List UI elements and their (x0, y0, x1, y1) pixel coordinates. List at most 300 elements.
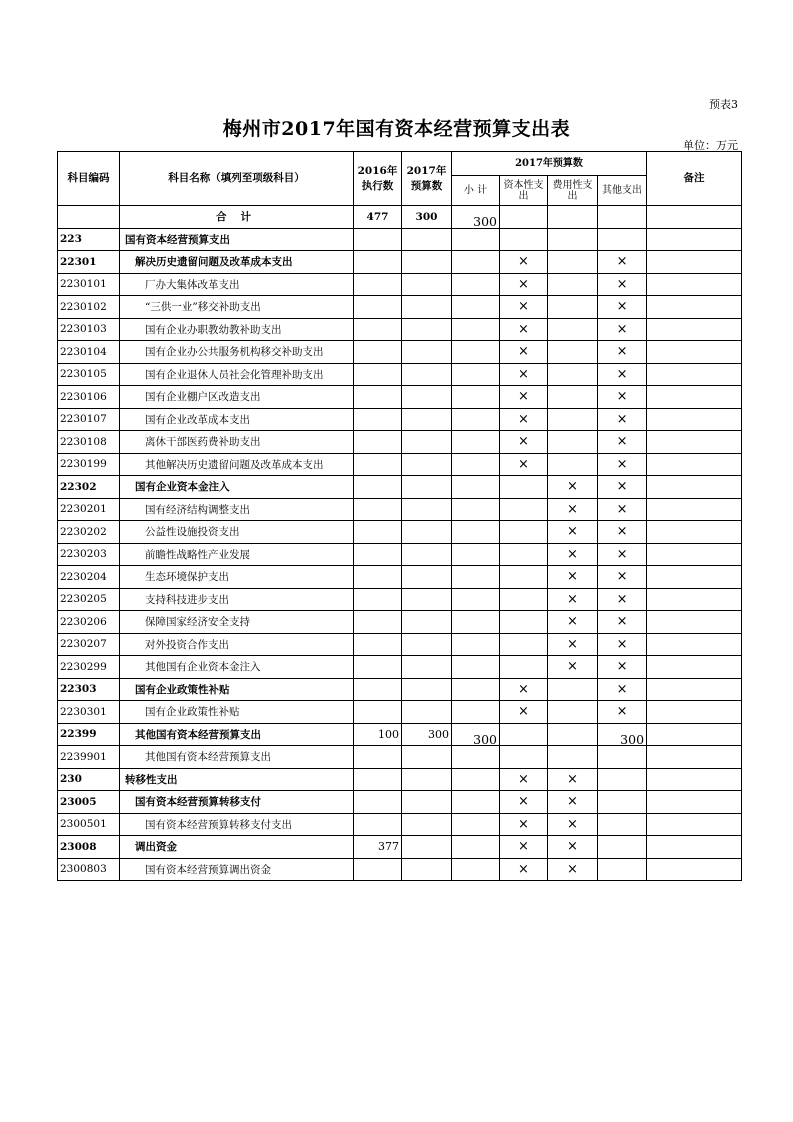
row-capital (500, 521, 548, 544)
row-subtotal (452, 858, 500, 881)
row-budget2017 (402, 633, 452, 656)
row-code: 23008 (58, 836, 120, 859)
table-row (58, 453, 742, 476)
row-expense (548, 408, 598, 431)
row-name: 国有企业改革成本支出 (120, 408, 354, 431)
row-other (598, 858, 647, 881)
row-name: 其他解决历史遗留问题及改革成本支出 (120, 453, 354, 476)
row-name: 厂办大集体改革支出 (120, 273, 354, 296)
row-budget2017 (402, 386, 452, 409)
row-expense (548, 296, 598, 319)
row-subtotal-value: 300 (473, 731, 497, 746)
row-exec2016 (354, 341, 402, 364)
row-budget2017 (402, 431, 452, 454)
col-header-note: 备注 (647, 152, 742, 206)
row-note (647, 386, 742, 409)
row-other (598, 836, 647, 859)
row-budget2017 (402, 296, 452, 319)
row-expense (548, 453, 598, 476)
row-capital (500, 723, 548, 746)
row-note (647, 431, 742, 454)
row-budget2017 (402, 521, 452, 544)
row-expense: × (548, 656, 598, 679)
row-exec2016 (354, 566, 402, 589)
row-capital: × (500, 836, 548, 859)
row-budget2017 (402, 408, 452, 431)
row-capital (500, 228, 548, 251)
row-code: 2230102 (58, 296, 120, 319)
row-capital: × (500, 318, 548, 341)
row-capital (500, 476, 548, 499)
row-subtotal (452, 476, 500, 499)
row-code: 2230203 (58, 543, 120, 566)
row-note (647, 723, 742, 746)
row-other (598, 228, 647, 251)
row-expense (548, 701, 598, 724)
table-row (58, 701, 742, 724)
row-name: 公益性设施投资支出 (120, 521, 354, 544)
row-exec2016 (354, 858, 402, 881)
row-other: × (598, 408, 647, 431)
row-note (647, 633, 742, 656)
table-row (58, 273, 742, 296)
row-exec2016 (354, 768, 402, 791)
row-subtotal (452, 768, 500, 791)
row-note (647, 678, 742, 701)
row-expense: × (548, 543, 598, 566)
row-note (647, 476, 742, 499)
row-budget2017 (402, 791, 452, 814)
row-other: × (598, 701, 647, 724)
row-capital: × (500, 678, 548, 701)
row-other: × (598, 521, 647, 544)
row-capital: × (500, 813, 548, 836)
row-other: × (598, 273, 647, 296)
total-row (58, 206, 742, 229)
row-budget2017 (402, 341, 452, 364)
table-row (58, 476, 742, 499)
row-exec2016 (354, 228, 402, 251)
row-expense (548, 341, 598, 364)
row-note (647, 813, 742, 836)
row-budget2017 (402, 228, 452, 251)
total-subtotal: 300 (473, 214, 497, 228)
row-exec2016 (354, 611, 402, 634)
row-note (647, 408, 742, 431)
row-capital (500, 588, 548, 611)
row-code: 2230207 (58, 633, 120, 656)
col-header-group: 2017年预算数 (452, 152, 647, 176)
row-expense: × (548, 836, 598, 859)
row-exec2016: 100 (354, 723, 402, 746)
row-name: 解决历史遗留问题及改革成本支出 (120, 251, 354, 274)
row-capital: × (500, 701, 548, 724)
row-capital: × (500, 791, 548, 814)
row-subtotal (452, 453, 500, 476)
row-name: 国有企业政策性补贴 (120, 701, 354, 724)
row-capital (500, 633, 548, 656)
row-code: 2230104 (58, 341, 120, 364)
row-code: 2230199 (58, 453, 120, 476)
col-header-code: 科目编码 (58, 152, 120, 206)
row-subtotal (452, 341, 500, 364)
row-other: × (598, 386, 647, 409)
row-other (598, 723, 647, 746)
row-subtotal (452, 408, 500, 431)
row-note (647, 543, 742, 566)
row-capital (500, 498, 548, 521)
row-subtotal (452, 611, 500, 634)
row-exec2016 (354, 431, 402, 454)
row-expense (548, 746, 598, 769)
row-code: 2230204 (58, 566, 120, 589)
row-exec2016 (354, 363, 402, 386)
row-note (647, 453, 742, 476)
row-other: × (598, 543, 647, 566)
table-row (58, 341, 742, 364)
table-row (58, 431, 742, 454)
row-budget2017 (402, 588, 452, 611)
row-other: × (598, 566, 647, 589)
table-label: 预表3 (709, 98, 738, 111)
row-name: 离休干部医药费补助支出 (120, 431, 354, 454)
row-code: 2230205 (58, 588, 120, 611)
row-capital: × (500, 386, 548, 409)
row-other: × (598, 431, 647, 454)
row-note (647, 251, 742, 274)
row-budget2017 (402, 813, 452, 836)
row-subtotal (452, 588, 500, 611)
row-other (598, 768, 647, 791)
row-expense (548, 678, 598, 701)
row-other (598, 791, 647, 814)
table-row (58, 521, 742, 544)
row-capital: × (500, 431, 548, 454)
row-budget2017 (402, 656, 452, 679)
table-row (58, 858, 742, 881)
row-subtotal (452, 521, 500, 544)
row-expense: × (548, 791, 598, 814)
row-budget2017 (402, 858, 452, 881)
row-expense: × (548, 813, 598, 836)
row-budget2017 (402, 318, 452, 341)
row-capital: × (500, 273, 548, 296)
table-row (58, 543, 742, 566)
row-name: 生态环境保护支出 (120, 566, 354, 589)
row-capital (500, 566, 548, 589)
row-budget2017 (402, 678, 452, 701)
row-code: 2230101 (58, 273, 120, 296)
row-code: 2230201 (58, 498, 120, 521)
row-expense: × (548, 588, 598, 611)
row-code: 2230106 (58, 386, 120, 409)
row-note (647, 588, 742, 611)
row-expense: × (548, 611, 598, 634)
table-row (58, 611, 742, 634)
row-subtotal (452, 251, 500, 274)
table-row (58, 746, 742, 769)
row-name: 其他国有资本经营预算支出 (120, 746, 354, 769)
row-subtotal (452, 431, 500, 454)
row-budget2017: 300 (402, 723, 452, 746)
row-code: 2230206 (58, 611, 120, 634)
row-expense: × (548, 768, 598, 791)
row-exec2016 (354, 318, 402, 341)
row-budget2017 (402, 543, 452, 566)
row-exec2016 (354, 521, 402, 544)
row-budget2017 (402, 363, 452, 386)
row-other: × (598, 341, 647, 364)
total-exec2016: 477 (354, 206, 402, 229)
row-budget2017 (402, 498, 452, 521)
row-note (647, 701, 742, 724)
row-note (647, 656, 742, 679)
row-subtotal (452, 566, 500, 589)
table-row (58, 363, 742, 386)
row-other (598, 746, 647, 769)
row-capital: × (500, 363, 548, 386)
table-row (58, 656, 742, 679)
row-name: 其他国有企业资本金注入 (120, 656, 354, 679)
row-note (647, 363, 742, 386)
row-note (647, 341, 742, 364)
row-code: 22303 (58, 678, 120, 701)
table-row (58, 408, 742, 431)
row-note (647, 498, 742, 521)
row-name: 支持科技进步支出 (120, 588, 354, 611)
row-other: × (598, 476, 647, 499)
row-exec2016: 377 (354, 836, 402, 859)
row-other: × (598, 296, 647, 319)
row-exec2016 (354, 498, 402, 521)
row-expense (548, 723, 598, 746)
table-row (58, 633, 742, 656)
row-other: × (598, 453, 647, 476)
row-capital: × (500, 453, 548, 476)
row-code: 2230202 (58, 521, 120, 544)
row-budget2017 (402, 251, 452, 274)
row-code: 2230301 (58, 701, 120, 724)
row-exec2016 (354, 791, 402, 814)
row-expense: × (548, 521, 598, 544)
row-capital: × (500, 296, 548, 319)
row-subtotal (452, 543, 500, 566)
row-expense (548, 431, 598, 454)
table-row (58, 251, 742, 274)
row-subtotal (452, 791, 500, 814)
row-note (647, 768, 742, 791)
table-row (58, 791, 742, 814)
table-row (58, 566, 742, 589)
row-other (598, 813, 647, 836)
row-name: 对外投资合作支出 (120, 633, 354, 656)
row-subtotal (452, 633, 500, 656)
row-other: × (598, 251, 647, 274)
table-row (58, 723, 742, 746)
row-subtotal (452, 498, 500, 521)
row-code: 2230103 (58, 318, 120, 341)
row-code: 2300803 (58, 858, 120, 881)
row-capital: × (500, 858, 548, 881)
row-name: 其他国有资本经营预算支出 (120, 723, 354, 746)
row-budget2017 (402, 768, 452, 791)
row-capital (500, 543, 548, 566)
row-exec2016 (354, 633, 402, 656)
table-row (58, 813, 742, 836)
row-name: 调出资金 (120, 836, 354, 859)
row-subtotal (452, 386, 500, 409)
row-note (647, 836, 742, 859)
row-code: 2230108 (58, 431, 120, 454)
row-code: 2239901 (58, 746, 120, 769)
row-expense: × (548, 476, 598, 499)
row-budget2017 (402, 611, 452, 634)
row-capital: × (500, 251, 548, 274)
row-expense: × (548, 498, 598, 521)
row-expense (548, 228, 598, 251)
row-budget2017 (402, 476, 452, 499)
row-note (647, 858, 742, 881)
total-budget2017: 300 (402, 206, 452, 229)
row-other: × (598, 678, 647, 701)
row-subtotal (452, 363, 500, 386)
page-title: 梅州市2017年国有资本经营预算支出表 (222, 118, 571, 140)
row-exec2016 (354, 746, 402, 769)
row-subtotal (452, 228, 500, 251)
row-code: 2230107 (58, 408, 120, 431)
row-exec2016 (354, 453, 402, 476)
col-header-name: 科目名称（填列至项级科目） (120, 152, 354, 206)
row-budget2017 (402, 566, 452, 589)
table-row (58, 768, 742, 791)
row-note (647, 318, 742, 341)
row-subtotal (452, 678, 500, 701)
row-subtotal (452, 656, 500, 679)
row-capital: × (500, 341, 548, 364)
row-exec2016 (354, 296, 402, 319)
row-name: 保障国家经济安全支持 (120, 611, 354, 634)
row-note (647, 791, 742, 814)
row-expense (548, 363, 598, 386)
row-exec2016 (354, 273, 402, 296)
row-exec2016 (354, 588, 402, 611)
row-expense (548, 273, 598, 296)
row-name: 国有资本经营预算转移支付 (120, 791, 354, 814)
row-name: 国有企业退休人员社会化管理补助支出 (120, 363, 354, 386)
table-row (58, 296, 742, 319)
row-subtotal (452, 701, 500, 724)
row-other: × (598, 656, 647, 679)
total-label: 合计 (120, 206, 354, 229)
row-subtotal (452, 296, 500, 319)
row-subtotal (452, 723, 500, 746)
row-budget2017 (402, 746, 452, 769)
row-exec2016 (354, 408, 402, 431)
row-capital: × (500, 408, 548, 431)
row-exec2016 (354, 656, 402, 679)
row-exec2016 (354, 678, 402, 701)
row-note (647, 611, 742, 634)
row-capital (500, 656, 548, 679)
row-name: 国有企业资本金注入 (120, 476, 354, 499)
table-row (58, 228, 742, 251)
row-subtotal (452, 273, 500, 296)
row-budget2017 (402, 453, 452, 476)
unit-label: 单位：万元 (683, 139, 738, 152)
row-exec2016 (354, 476, 402, 499)
row-name: 国有资本经营预算调出资金 (120, 858, 354, 881)
row-code: 2300501 (58, 813, 120, 836)
row-budget2017 (402, 273, 452, 296)
col-header-other: 其他支出 (598, 176, 647, 206)
row-expense (548, 386, 598, 409)
table-row (58, 588, 742, 611)
row-other: × (598, 363, 647, 386)
row-name: 国有企业棚户区改造支出 (120, 386, 354, 409)
row-code: 223 (58, 228, 120, 251)
row-name: 国有经济结构调整支出 (120, 498, 354, 521)
row-code: 22301 (58, 251, 120, 274)
row-code: 22302 (58, 476, 120, 499)
row-capital (500, 611, 548, 634)
table-row (58, 836, 742, 859)
row-capital (500, 746, 548, 769)
row-code: 2230299 (58, 656, 120, 679)
row-name: 国有资本经营预算转移支付支出 (120, 813, 354, 836)
table-row (58, 386, 742, 409)
row-note (647, 566, 742, 589)
row-note (647, 521, 742, 544)
row-expense (548, 318, 598, 341)
row-expense: × (548, 566, 598, 589)
row-name: 国有企业办职教幼教补助支出 (120, 318, 354, 341)
row-expense: × (548, 858, 598, 881)
row-other: × (598, 588, 647, 611)
row-exec2016 (354, 251, 402, 274)
row-capital: × (500, 768, 548, 791)
row-name: 国有资本经营预算支出 (120, 228, 354, 251)
row-code: 22399 (58, 723, 120, 746)
table-row (58, 318, 742, 341)
row-expense: × (548, 633, 598, 656)
row-code: 230 (58, 768, 120, 791)
row-expense (548, 251, 598, 274)
col-header-subtotal: 小 计 (452, 176, 500, 206)
row-other: × (598, 611, 647, 634)
row-exec2016 (354, 701, 402, 724)
col-header-exec2016: 2016年执行数 (354, 152, 402, 206)
row-name: “三供一业”移交补助支出 (120, 296, 354, 319)
col-header-capital: 资本性支出 (500, 176, 548, 206)
row-name: 国有企业政策性补贴 (120, 678, 354, 701)
budget-table (57, 151, 742, 881)
table-row (58, 678, 742, 701)
row-exec2016 (354, 543, 402, 566)
row-exec2016 (354, 813, 402, 836)
col-header-budget2017: 2017年预算数 (402, 152, 452, 206)
table-row (58, 498, 742, 521)
row-note (647, 746, 742, 769)
row-other: × (598, 318, 647, 341)
row-name: 转移性支出 (120, 768, 354, 791)
row-code: 23005 (58, 791, 120, 814)
row-other: × (598, 498, 647, 521)
row-subtotal (452, 813, 500, 836)
row-subtotal (452, 318, 500, 341)
row-exec2016 (354, 386, 402, 409)
row-note (647, 273, 742, 296)
row-other-value: 300 (620, 731, 645, 746)
